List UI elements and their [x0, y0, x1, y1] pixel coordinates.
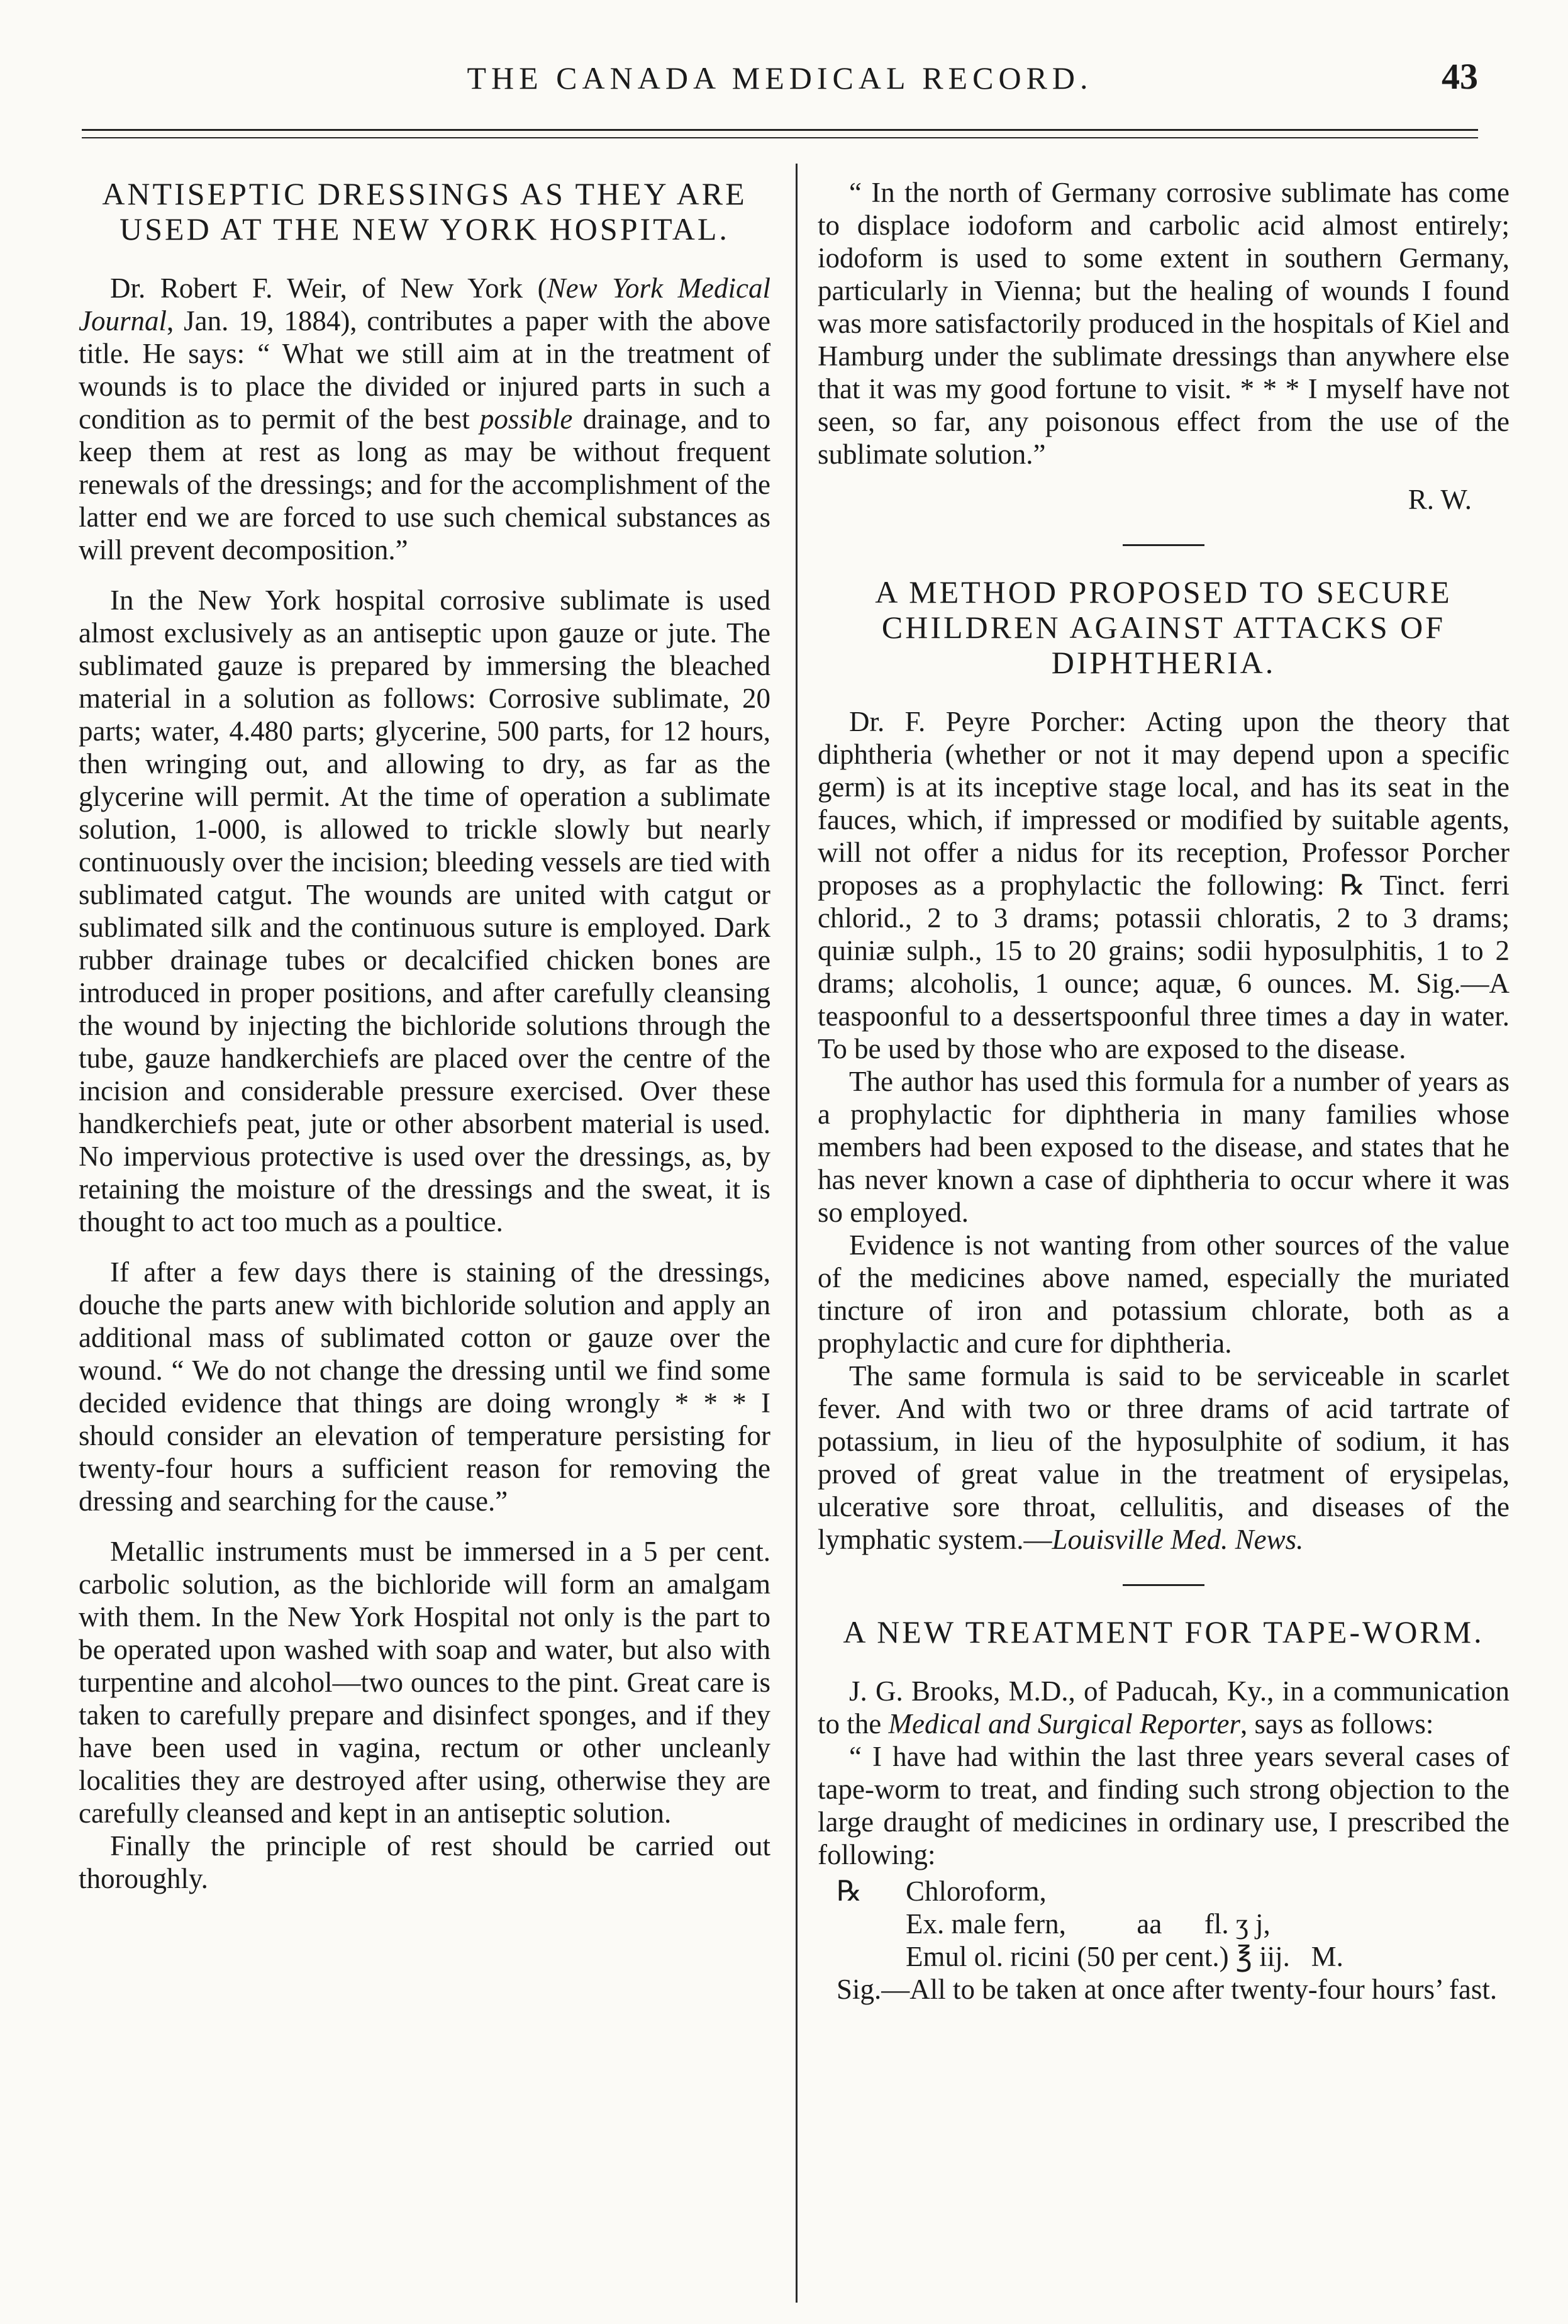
section-separator	[1123, 544, 1204, 546]
article-title-diphtheria: A METHOD PROPOSED TO SECURE CHILDREN AGAINST ATTACKS OF DIPHTHERIA.	[875, 574, 1452, 680]
column-divider	[796, 164, 798, 2303]
paragraph: J. G. Brooks, M.D., of Paducah, Ky., in a communication to the Medical and Surgical Reporter, says as follows:	[818, 1675, 1510, 1740]
prescription-line: Emul ol. ricini (50 per cent.) ℥ iij. M.	[906, 1941, 1343, 1972]
prescription	[818, 1875, 1510, 1973]
prescription-line: Ex. male fern, aa fl. ʒ j,	[906, 1908, 1271, 1940]
paragraph: The same formula is said to be serviceable in scarlet fever. And with two or three drams of acid tartrate of potassium, in lieu of the hyposulphite of sodium, it has proved of great value in the treatment of erysipelas, ulcerative sore throat, cellulitis, and diseases of the lymphatic system.—Louisville Med. News.	[818, 1360, 1510, 1555]
prescription-line: Chloroform,	[906, 1875, 1047, 1907]
header-rule	[82, 129, 1478, 138]
source-citation: Louisville Med. News.	[1052, 1524, 1304, 1555]
paragraph: Dr. Robert F. Weir, of New York (New York Medical Journal, Jan. 19, 1884), contributes a paper with the above title. He says: “ What we still aim at in the treatment of wounds is to place the divided or injured parts in such a condition as to permit of the best possible drainage, and to keep them at rest as long as may be without frequent renewals of the dressings; and for the accomplishment of the latter end we are forced to use such chemical substances as will prevent decomposition.”	[79, 272, 770, 566]
paragraph: The author has used this formula for a number of years as a prophylactic for diphtheria in many families whose members had been exposed to the disease, and states that he has never known a case of diphtheria to occur where it was so employed.	[818, 1066, 1510, 1228]
paragraph: Evidence is not wanting from other sources of the value of the medicines above named, especially the muriated tincture of iron and potassium chlorate, both as a prophylactic and cure for diphtheria.	[818, 1229, 1510, 1359]
paragraph: Finally the principle of rest should be carried out thoroughly.	[79, 1830, 770, 1894]
paragraph: Dr. F. Peyre Porcher: Acting upon the theory that diphtheria (whether or not it may depend upon a specific germ) is at its inceptive stage local, and has its seat in the fauces, which, if impressed or modified by suitable agents, will not offer a nidus for its reception, Professor Porcher proposes as a prophylactic the following: ℞ Tinct. ferri chlorid., 2 to 3 drams; potassii chloratis, 2 to 3 drams; quiniæ sulph., 15 to 20 grains; sodii hyposulphitis, 1 to 2 drams; alcoholis, 1 ounce; aquæ, 6 ounces. M. Sig.—A teaspoonful to a dessertspoonful three times a day in water. To be used by those who are exposed to the disease.	[818, 706, 1510, 1064]
recipe-symbol: ℞	[837, 1875, 862, 1907]
left-column	[79, 176, 770, 1895]
page-number: 43	[1442, 56, 1478, 97]
paragraph: “ I have had within the last three years several cases of tape-worm to treat, and finding such strong objection to the large draught of medicines in ordinary use, I prescribed the following:	[818, 1741, 1510, 1870]
article-title-tape-worm: A NEW TREATMENT FOR TAPE-WORM.	[843, 1614, 1484, 1650]
article-title-antiseptic-dressings: ANTISEPTIC DRESSINGS AS THEY ARE USED AT THE NEW YORK HOSPITAL.	[102, 176, 747, 247]
prescription-signa: Sig.—All to be taken at once after twenty-four hours’ fast.	[837, 1974, 1498, 2005]
right-column	[818, 176, 1510, 2006]
quote-paragraph: “ In the north of Germany corrosive sublimate has come to displace iodoform and carbolic acid almost entirely; iodoform is used to some extent in southern Germany, particularly in Vienna; but the healing of wounds I found was more satisfactorily produced in the hospitals of Kiel and Hamburg under the sublimate dressings than anywhere else that it was my good fortune to visit. * * * I myself have not seen, so far, any poisonous effect from the use of the sublimate solution.”	[818, 177, 1510, 470]
signature: R. W.	[1408, 484, 1472, 515]
paragraph: If after a few days there is staining of the dressings, douche the parts anew with bichloride solution and apply an additional mass of sublimated cotton or gauze over the wound. “ We do not change the dressing until we find some decided evidence that things are doing wrongly * * * I should consider an elevation of temperature persisting for twenty-four hours a sufficient reason for removing the dressing and searching for the cause.”	[79, 1256, 770, 1517]
section-separator	[1123, 1584, 1204, 1586]
page-header	[82, 25, 1478, 120]
paragraph: In the New York hospital corrosive sublimate is used almost exclusively as an antiseptic upon gauze or jute. The sublimated gauze is prepared by immersing the bleached material in a solution as follows: Corrosive sublimate, 20 parts; water, 4.480 parts; glycerine, 500 parts, for 12 hours, then wringing out, and allowing to dry, as far as the glycerine will permit. At the time of operation a sublimate solution, 1-000, is allowed to trickle slowly but nearly continuously over the incision; bleeding vessels are tied with sublimated catgut. The wounds are united with catgut or sublimated silk and the continuous suture is employed. Dark rubber drainage tubes or decalcified chicken bones are introduced in proper positions, and after carefully cleansing the wound by injecting the bichloride solutions through the tube, gauze handkerchiefs are placed over the centre of the incision and considerable pressure exercised. Over these handkerchiefs peat, jute or other absorbent material is used. No impervious protective is used over the dressings, as, by retaining the moisture of the dressings and the sweat, it is thought to act too much as a poultice.	[79, 584, 770, 1237]
running-title: THE CANADA MEDICAL RECORD.	[467, 60, 1093, 96]
paragraph: Metallic instruments must be immersed in a 5 per cent. carbolic solution, as the bichloride will form an amalgam with them. In the New York Hospital not only is the part to be operated upon washed with soap and water, but also with turpentine and alcohol—two ounces to the pint. Great care is taken to carefully prepare and disinfect sponges, and if they have been used in vagina, rectum or other uncleanly localities they are destroyed after using, otherwise they are carefully cleansed and kept in an antiseptic solution.	[79, 1536, 770, 1829]
